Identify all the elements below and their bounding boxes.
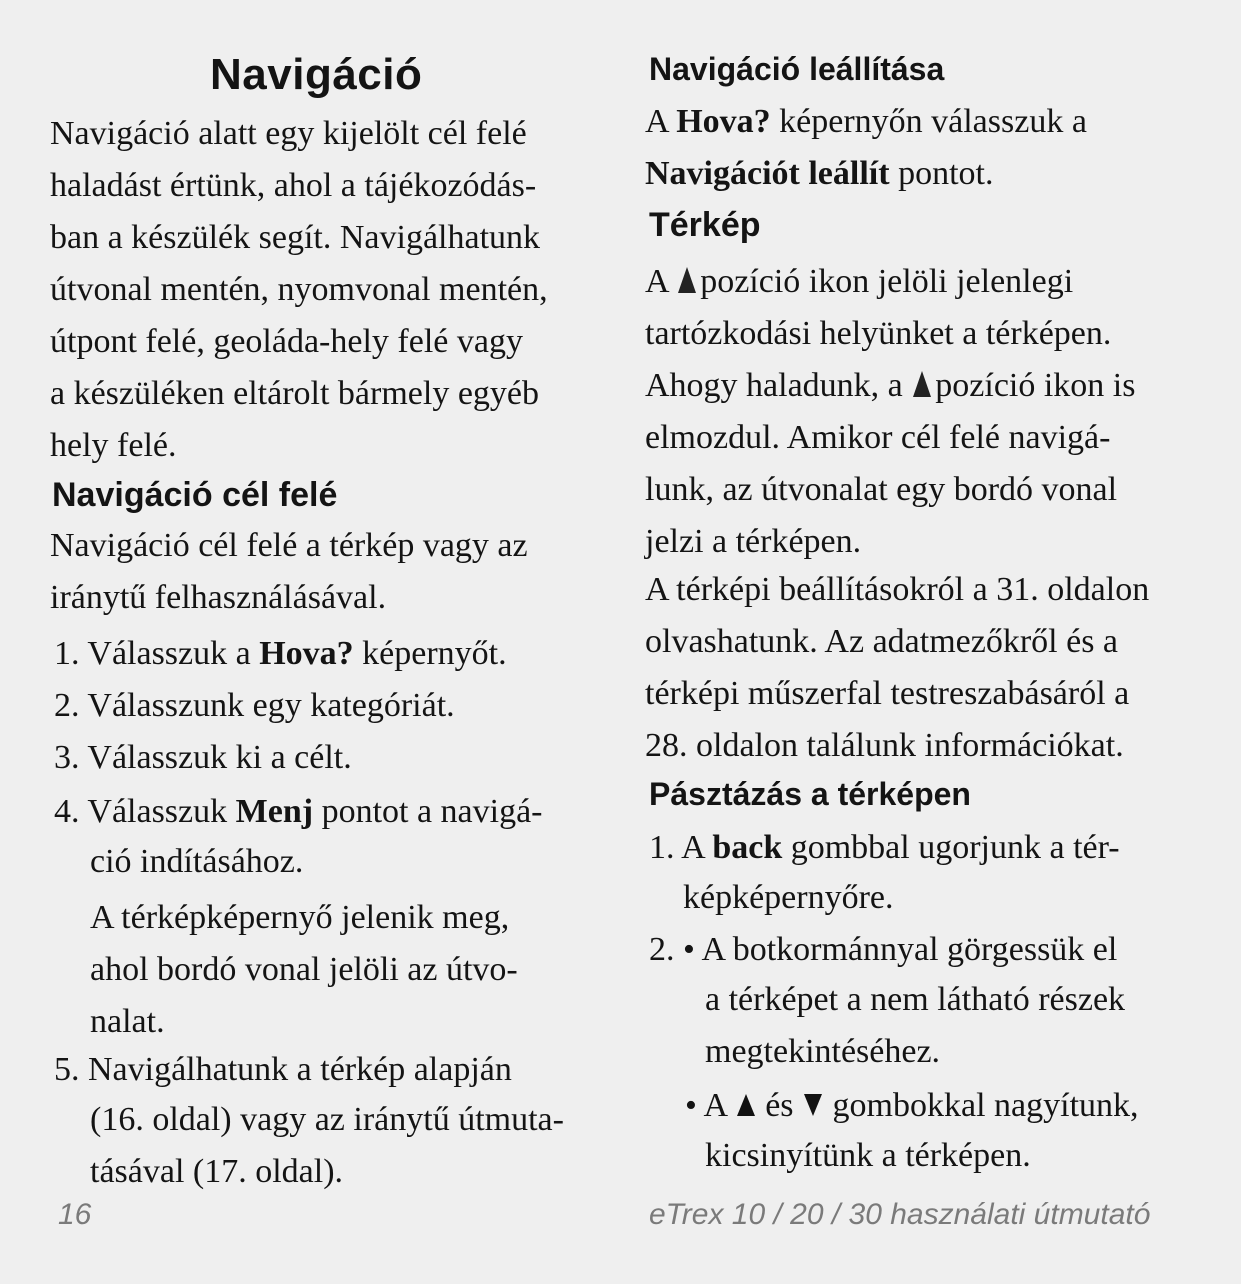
intro-paragraph: Navigáció alatt egy kijelölt cél felé haladást értünk, ahol a tájékozódás- ban a készülék segít. Navigálhatunk útvonal mentén, nyomvonal mentén, útpont felé, geoláda-hely felé vagy a készüléken eltárolt bármely egyéb hely felé. bbox=[50, 115, 548, 464]
position-arrow-icon bbox=[678, 267, 696, 293]
section-title-navigation-to-destination: Navigáció cél felé bbox=[52, 476, 338, 514]
section-title-map: Térkép bbox=[649, 206, 761, 244]
step-4-continued: ció indításához. bbox=[90, 843, 304, 880]
section-paragraph: Navigáció cél felé a térkép vagy az iránytű felhasználásával. bbox=[50, 527, 528, 616]
pan-step-2-bullet-2-continued: kicsinyítünk a térképen. bbox=[705, 1137, 1031, 1174]
pan-step-1: 1. A back gombbal ugorjunk a tér- bbox=[649, 829, 1120, 866]
section-title-panning: Pásztázás a térképen bbox=[649, 776, 971, 812]
pan-step-1-continued: képképernyőre. bbox=[683, 879, 894, 916]
page-number: 16 bbox=[58, 1198, 92, 1231]
step-5: 5. Navigálhatunk a térkép alapján bbox=[54, 1051, 512, 1088]
pan-step-2-bullet-2: • A és gombokkal nagyítunk, bbox=[685, 1087, 1139, 1124]
section-title-stop-navigation: Navigáció leállítása bbox=[649, 51, 945, 87]
step-4-note: A térképképernyő jelenik meg, ahol bordó vonal jelöli az útvo- nalat. bbox=[90, 899, 518, 1040]
step-2: 2. Válasszunk egy kategóriát. bbox=[54, 687, 455, 724]
stop-paragraph: A Hova? képernyőn válasszuk a Navigációt leállít pontot. bbox=[645, 103, 1087, 192]
zoom-out-triangle-icon bbox=[804, 1094, 822, 1116]
zoom-in-triangle-icon bbox=[737, 1094, 755, 1116]
step-4: 4. Válasszuk Menj pontot a navigá- bbox=[54, 793, 543, 830]
pan-step-2-bullet-1-continued: a térképet a nem látható részek megtekintéséhez. bbox=[705, 981, 1126, 1070]
map-paragraph: A pozíció ikon jelöli jelenlegi tartózkodási helyünket a térképen. Ahogy haladunk, a pozíció ikon is elmozdul. Amikor cél felé navigá- lunk, az útvonalat egy bordó vonal jelzi a térképen. bbox=[645, 263, 1136, 560]
pan-step-2: 2. • A botkormánnyal görgessük el bbox=[649, 931, 1118, 968]
position-arrow-icon bbox=[913, 371, 931, 397]
step-5-continued: (16. oldal) vagy az iránytű útmuta- tásával (17. oldal). bbox=[90, 1101, 564, 1190]
step-1: 1. Válasszuk a Hova? képernyőt. bbox=[54, 635, 507, 672]
settings-paragraph: A térképi beállításokról a 31. oldalon olvashatunk. Az adatmezőkről és a térképi műszerfal testreszabásáról a 28. oldalon találunk információkat. bbox=[645, 571, 1150, 764]
step-3: 3. Válasszuk ki a célt. bbox=[54, 739, 352, 776]
page-title: Navigáció bbox=[210, 50, 423, 99]
manual-footer: eTrex 10 / 20 / 30 használati útmutató bbox=[649, 1198, 1151, 1231]
